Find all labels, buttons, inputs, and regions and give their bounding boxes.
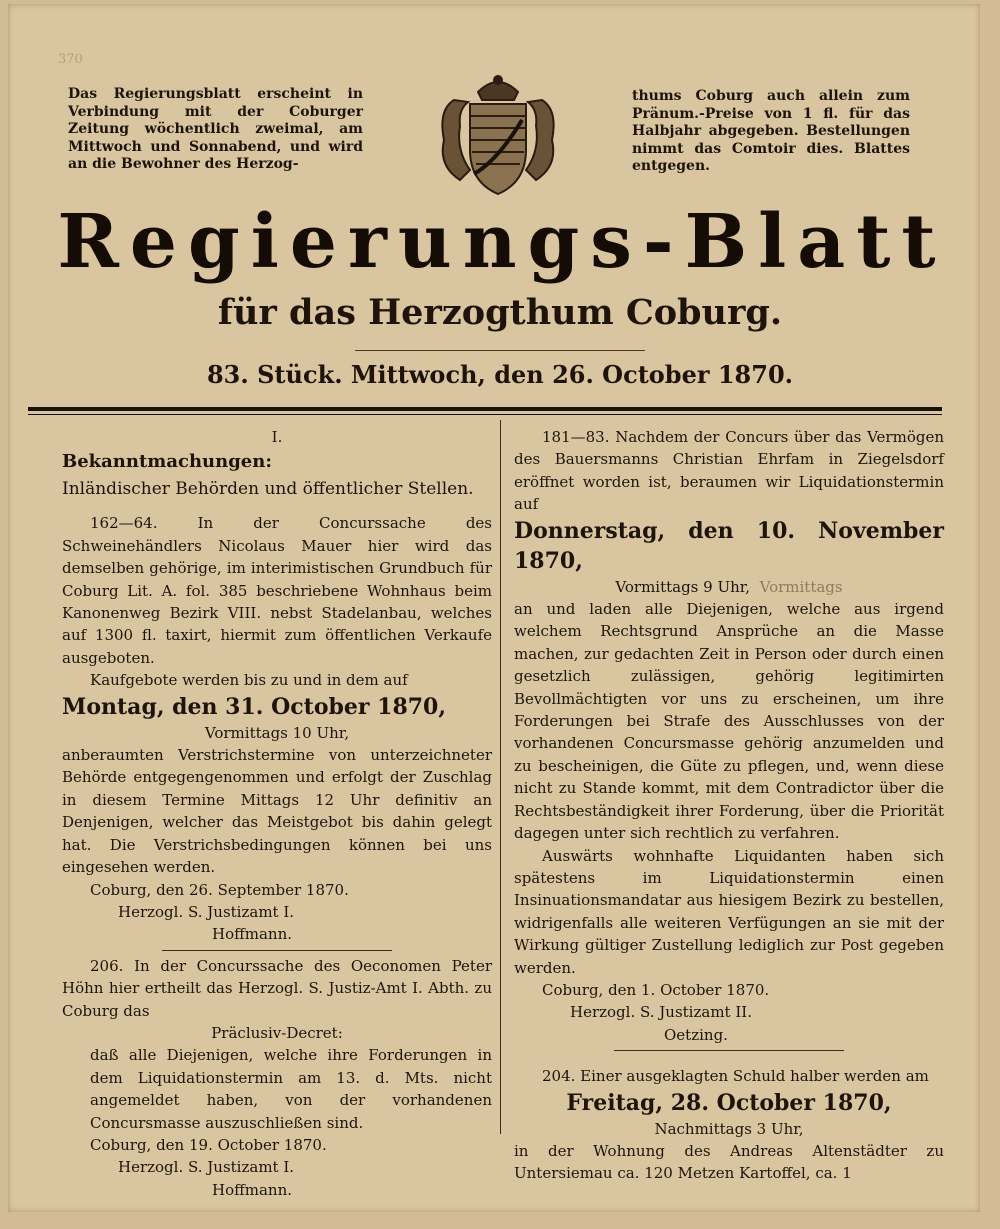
notice-3-place-date: Coburg, den 1. October 1870. xyxy=(542,980,770,999)
publication-note-left: Das Regierungsblatt erscheint in Verbindung mit der Coburger Zeitung wöchentlich zweimal, am Mittwoch und Sonnabend, und wird an die Bewohner des Herzog- xyxy=(68,86,363,172)
notice-1-signature: Hoffmann. xyxy=(212,925,293,944)
notice-4-date: Freitag, 28. October 1870, xyxy=(566,1089,892,1116)
notice-2-body: 206. In der Concurssache des Oeconomen Peter Höhn hier ertheilt das Herzogl. S. Justiz-Amt I. Abth. zu Coburg das xyxy=(62,956,492,1020)
notice-1-body: 162—64. In der Concurssache des Schweinehändlers Nicolaus Mauer hier wird das demselben gehörige, im interimistischen Grundbuch für Coburg Lit. A. fol. 385 beschriebene Wohnhaus beim Kanonenweg Bezirk VIII. nebst Stadelanbau, welches auf 1300 fl. taxirt, hiermit zum öffentlichen Verkaufe ausgeboten. xyxy=(62,514,492,667)
section-number: I. xyxy=(271,428,283,446)
ducal-crest-icon xyxy=(430,70,566,202)
notice-4-time: Nachmittags 3 Uhr, xyxy=(654,1119,804,1138)
column-divider xyxy=(500,420,501,1134)
masthead-title: Regierungs-Blatt xyxy=(57,199,947,285)
notice-2-signature: Hoffmann. xyxy=(212,1180,293,1199)
notice-3-body2: an und laden alle Diejenigen, welche aus irgend welchem Rechtsgrund Ansprüche an die Masse machen, zur gedachten Zeit in Person oder durch einen gesetzlich zulässigen, gehörig legitimirten Bevollmächtigten vor uns zu erscheinen, um ihre Forderungen bei Strafe des Ausschlusses von der vorhandenen Concursmasse gehörig anzumelden und zu bescheinigen, die Güte zu pflegen, und, wenn diese nicht zu Stande kommt, mit dem Contradictor über die Rechtsbeständigkeit ihrer Forderung, über die Priorität dagegen unter sich rechtlich zu verfahren. xyxy=(514,600,944,843)
notice-1-line2: Kaufgebote werden bis zu und in dem auf xyxy=(90,671,408,690)
notice-1-place-date: Coburg, den 26. September 1870. xyxy=(90,880,349,899)
notice-3-body3: Auswärts wohnhafte Liquidanten haben sich spätestens im Liquidationstermin einen Insinuationsmandatar aus hiesigem Bezirk zu bestellen, widrigenfalls alle weiteren Verfügungen an sie mit der Wirkung gültiger Zustellung lediglich zur Post gegeben werden. xyxy=(514,846,944,977)
notice-3-date: Donnerstag, den 10. November 1870, xyxy=(514,517,944,574)
right-column xyxy=(514,426,944,1185)
notice-3-time-faded: Vormittags xyxy=(759,577,843,596)
section-subtitle: Inländischer Behörden und öffentlicher Stellen. xyxy=(62,479,474,500)
issue-line: 83. Stück. Mittwoch, den 26. October 1870. xyxy=(206,360,793,389)
notice-divider-right xyxy=(614,1050,844,1051)
notice-3-signature: Oetzing. xyxy=(664,1025,728,1044)
publication-note-right: thums Coburg auch allein zum Pränum.-Preise von 1 fl. für das Halbjahr abgegeben. Bestellungen nimmt das Comtoir dies. Blattes entgegen. xyxy=(632,88,910,174)
notice-3-time xyxy=(514,576,944,598)
left-column xyxy=(62,426,492,1201)
issue-divider xyxy=(355,350,645,351)
section-title: Bekanntmachungen: xyxy=(62,451,272,473)
header-rule-thin xyxy=(28,414,942,415)
notice-3-authority: Herzogl. S. Justizamt II. xyxy=(570,1003,752,1022)
notice-2-place-date: Coburg, den 19. October 1870. xyxy=(90,1135,327,1154)
notice-1-time: Vormittags 10 Uhr, xyxy=(204,723,350,742)
notice-1-authority: Herzogl. S. Justizamt I. xyxy=(118,902,295,921)
notice-1-body2: anberaumten Verstrichstermine von unterzeichneter Behörde entgegengenommen und erfolgt der Zuschlag in diesem Termine Mittags 12 Uhr definitiv an Denjenigen, welcher das Meistgebot bis dahin gelegt hat. Die Verstrichsbedingungen können bei uns eingesehen werden. xyxy=(62,746,492,877)
masthead-subtitle: für das Herzogthum Coburg. xyxy=(217,292,783,333)
header-rule-thick xyxy=(28,407,942,411)
notice-divider xyxy=(162,950,392,951)
notice-3-time-text: Vormittags 9 Uhr, xyxy=(615,577,751,596)
notice-2-decree-body: daß alle Diejenigen, welche ihre Forderungen in dem Liquidationstermin am 13. d. Mts. nicht angemeldet haben, von der vorhandenen Concursmasse auszuschließen sind. xyxy=(90,1046,492,1132)
notice-2-authority: Herzogl. S. Justizamt I. xyxy=(118,1158,295,1177)
notice-4-body: 204. Einer ausgeklagten Schuld halber werden am xyxy=(542,1067,929,1086)
notice-2-decree: Präclusiv-Decret: xyxy=(211,1023,343,1042)
notice-3-body: 181—83. Nachdem der Concurs über das Vermögen des Bauersmanns Christian Ehrfam in Ziegelsdorf eröffnet worden ist, beraumen wir Liquidationstermin auf xyxy=(514,428,944,514)
notice-1-date: Montag, den 31. October 1870, xyxy=(62,693,447,720)
page-number: 370 xyxy=(58,52,83,67)
notice-4-body2: in der Wohnung des Andreas Altenstädter zu Untersiemau ca. 120 Metzen Kartoffel, ca. 1 xyxy=(514,1141,944,1183)
